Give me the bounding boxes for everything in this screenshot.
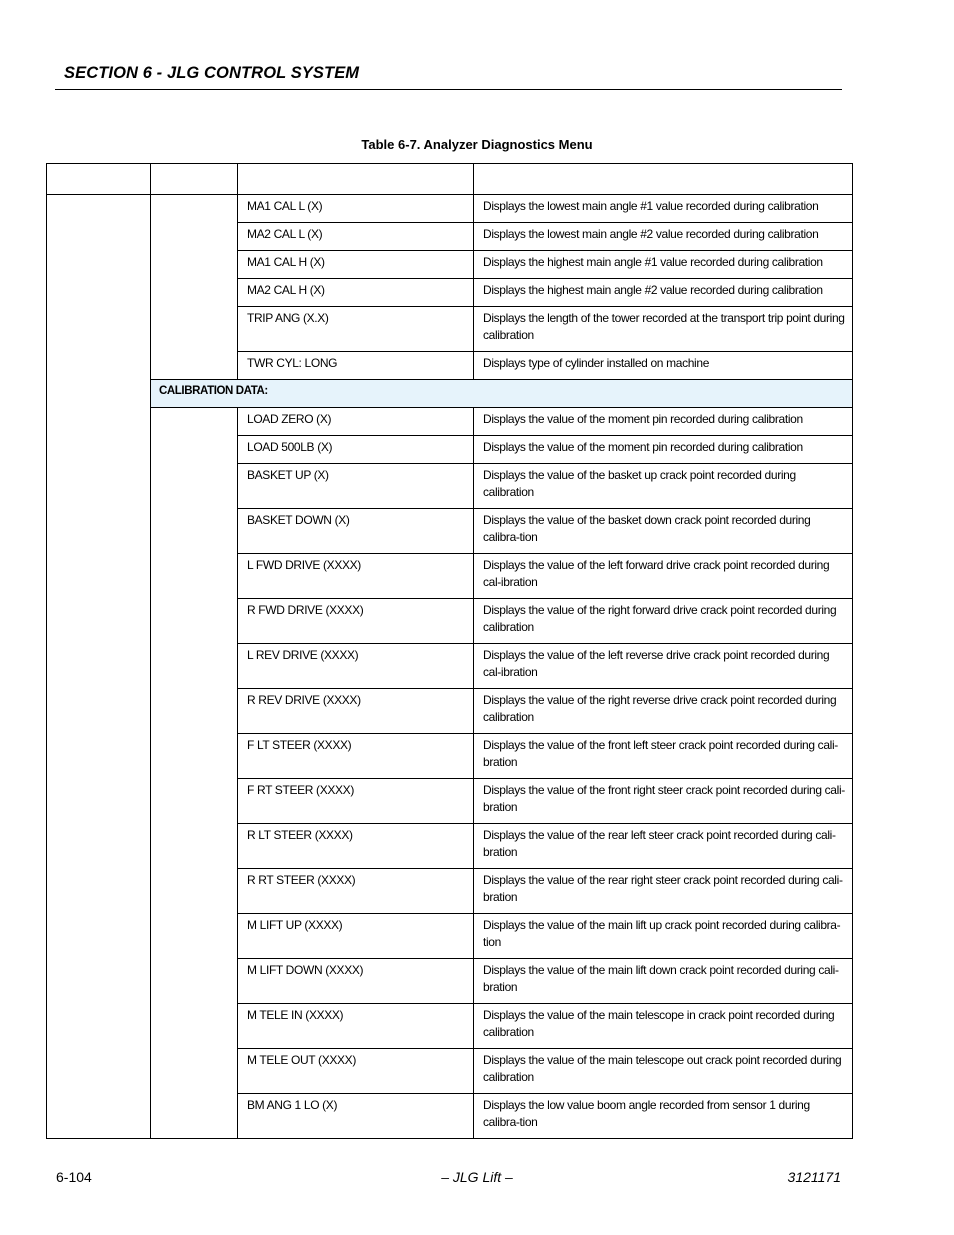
- submenu-column-cell: [151, 408, 238, 1139]
- parameter-cell: [238, 195, 474, 223]
- section-rule: [55, 89, 842, 90]
- header-cell: [151, 164, 238, 195]
- parameter-cell: [238, 599, 474, 644]
- parameter-cell: [238, 279, 474, 307]
- parameter-cell: [238, 689, 474, 734]
- parameter-cell-text: M TELE OUT (XXXX): [247, 1053, 356, 1067]
- calibration-data-row: [47, 380, 853, 408]
- parameter-cell-text: BASKET DOWN (X): [247, 513, 350, 527]
- parameter-cell-text: TWR CYL: LONG: [247, 356, 338, 370]
- description-cell: [474, 779, 853, 824]
- description-cell-text: Displays the value of the left reverse drive crack point recorded during cal-ibration: [483, 648, 830, 679]
- description-cell-text: Displays the low value boom angle recorded from sensor 1 during calibra-tion: [483, 1098, 810, 1129]
- description-cell: [474, 1049, 853, 1094]
- parameter-cell: [238, 251, 474, 279]
- parameter-cell-text: R FWD DRIVE (XXXX): [247, 603, 364, 617]
- description-cell-text: Displays the lowest main angle #1 value recorded during calibration: [483, 199, 819, 213]
- parameter-cell: [238, 734, 474, 779]
- description-cell-text: Displays the value of the front left steer crack point recorded during cali-bration: [483, 738, 838, 769]
- table-row: [47, 195, 853, 223]
- description-cell-text: Displays the value of the rear right steer crack point recorded during cali-bration: [483, 873, 843, 904]
- description-cell-text: Displays the value of the main lift up crack point recorded during calibra-tion: [483, 918, 841, 949]
- description-cell: [474, 436, 853, 464]
- parameter-cell: [238, 914, 474, 959]
- parameter-cell-text: M LIFT DOWN (XXXX): [247, 963, 364, 977]
- description-cell: [474, 1094, 853, 1139]
- description-cell: [474, 689, 853, 734]
- footer-publisher: – JLG Lift –: [441, 1169, 513, 1185]
- parameter-cell-text: MA2 CAL L (X): [247, 227, 323, 241]
- parameter-cell: [238, 959, 474, 1004]
- parameter-cell-text: F RT STEER (XXXX): [247, 783, 354, 797]
- description-cell: [474, 599, 853, 644]
- parameter-cell: [238, 223, 474, 251]
- parameter-cell: [238, 352, 474, 380]
- description-cell-text: Displays the value of the moment pin recorded during calibration: [483, 412, 803, 426]
- parameter-cell: [238, 408, 474, 436]
- page-number: 6-104: [56, 1169, 92, 1185]
- parameter-cell: [238, 1004, 474, 1049]
- table-header-row: [47, 164, 853, 195]
- description-cell-text: Displays the highest main angle #1 value recorded during calibration: [483, 255, 823, 269]
- description-cell-text: Displays the value of the right forward drive crack point recorded during calibration: [483, 603, 837, 634]
- description-cell: [474, 307, 853, 352]
- description-cell-text: Displays type of cylinder installed on machine: [483, 356, 710, 370]
- parameter-cell-text: R REV DRIVE (XXXX): [247, 693, 361, 707]
- parameter-cell-text: TRIP ANG (X.X): [247, 311, 329, 325]
- description-cell: [474, 408, 853, 436]
- description-cell-text: Displays the length of the tower recorded at the transport trip point during calibration: [483, 311, 845, 342]
- description-cell: [474, 869, 853, 914]
- parameter-cell: [238, 644, 474, 689]
- parameter-cell-text: F LT STEER (XXXX): [247, 738, 352, 752]
- parameter-cell-text: MA1 CAL H (X): [247, 255, 325, 269]
- description-cell: [474, 223, 853, 251]
- description-cell: [474, 195, 853, 223]
- parameter-cell-text: R RT STEER (XXXX): [247, 873, 356, 887]
- parameter-cell: [238, 869, 474, 914]
- parameter-cell: [238, 1049, 474, 1094]
- description-cell: [474, 959, 853, 1004]
- description-cell: [474, 554, 853, 599]
- parameter-cell: [238, 779, 474, 824]
- calibration-data-label: CALIBRATION DATA:: [159, 385, 268, 397]
- description-cell: [474, 352, 853, 380]
- description-cell: [474, 824, 853, 869]
- parameter-cell: [238, 824, 474, 869]
- parameter-cell-text: L REV DRIVE (XXXX): [247, 648, 359, 662]
- parameter-cell-text: MA2 CAL H (X): [247, 283, 325, 297]
- description-cell-text: Displays the lowest main angle #2 value recorded during calibration: [483, 227, 819, 241]
- description-cell: [474, 464, 853, 509]
- analyzer-diagnostics-table: [46, 163, 853, 1139]
- parameter-cell: [238, 464, 474, 509]
- section-title: SECTION 6 - JLG CONTROL SYSTEM: [64, 64, 360, 82]
- parameter-cell: [238, 1094, 474, 1139]
- description-cell-text: Displays the value of the main telescope out crack point recorded during calibration: [483, 1053, 842, 1084]
- parameter-cell-text: M LIFT UP (XXXX): [247, 918, 343, 932]
- submenu-column-cell: [151, 195, 238, 380]
- description-cell: [474, 1004, 853, 1049]
- description-cell-text: Displays the value of the left forward drive crack point recorded during cal-ibration: [483, 558, 830, 589]
- table-row: [47, 408, 853, 436]
- description-cell-text: Displays the value of the rear left steer crack point recorded during cali-bration: [483, 828, 836, 859]
- parameter-cell-text: BM ANG 1 LO (X): [247, 1098, 338, 1112]
- header-cell: [238, 164, 474, 195]
- parameter-cell: [238, 509, 474, 554]
- description-cell-text: Displays the value of the front right steer crack point recorded during cali-bration: [483, 783, 845, 814]
- document-number: 3121171: [787, 1169, 841, 1185]
- parameter-cell-text: BASKET UP (X): [247, 468, 329, 482]
- parameter-cell-text: R LT STEER (XXXX): [247, 828, 353, 842]
- header-cell: [47, 164, 151, 195]
- description-cell-text: Displays the value of the moment pin recorded during calibration: [483, 440, 803, 454]
- calibration-data-cell: [151, 380, 853, 408]
- parameter-cell-text: LOAD ZERO (X): [247, 412, 332, 426]
- description-cell: [474, 509, 853, 554]
- description-cell-text: Displays the value of the main lift down crack point recorded during cali-bration: [483, 963, 839, 994]
- parameter-cell: [238, 307, 474, 352]
- description-cell: [474, 279, 853, 307]
- parameter-cell-text: MA1 CAL L (X): [247, 199, 323, 213]
- menu-column-cell: [47, 195, 151, 1139]
- parameter-cell: [238, 436, 474, 464]
- description-cell-text: Displays the value of the basket down crack point recorded during calibra-tion: [483, 513, 811, 544]
- description-cell-text: Displays the highest main angle #2 value recorded during calibration: [483, 283, 823, 297]
- description-cell: [474, 251, 853, 279]
- description-cell: [474, 644, 853, 689]
- parameter-cell-text: L FWD DRIVE (XXXX): [247, 558, 361, 572]
- description-cell: [474, 914, 853, 959]
- description-cell-text: Displays the value of the main telescope in crack point recorded during calibration: [483, 1008, 835, 1039]
- description-cell-text: Displays the value of the right reverse drive crack point recorded during calibration: [483, 693, 837, 724]
- table-caption: Table 6-7. Analyzer Diagnostics Menu: [361, 137, 593, 152]
- header-cell: [474, 164, 853, 195]
- parameter-cell-text: LOAD 500LB (X): [247, 440, 333, 454]
- description-cell: [474, 734, 853, 779]
- description-cell-text: Displays the value of the basket up crack point recorded during calibration: [483, 468, 796, 499]
- parameter-cell-text: M TELE IN (XXXX): [247, 1008, 344, 1022]
- parameter-cell: [238, 554, 474, 599]
